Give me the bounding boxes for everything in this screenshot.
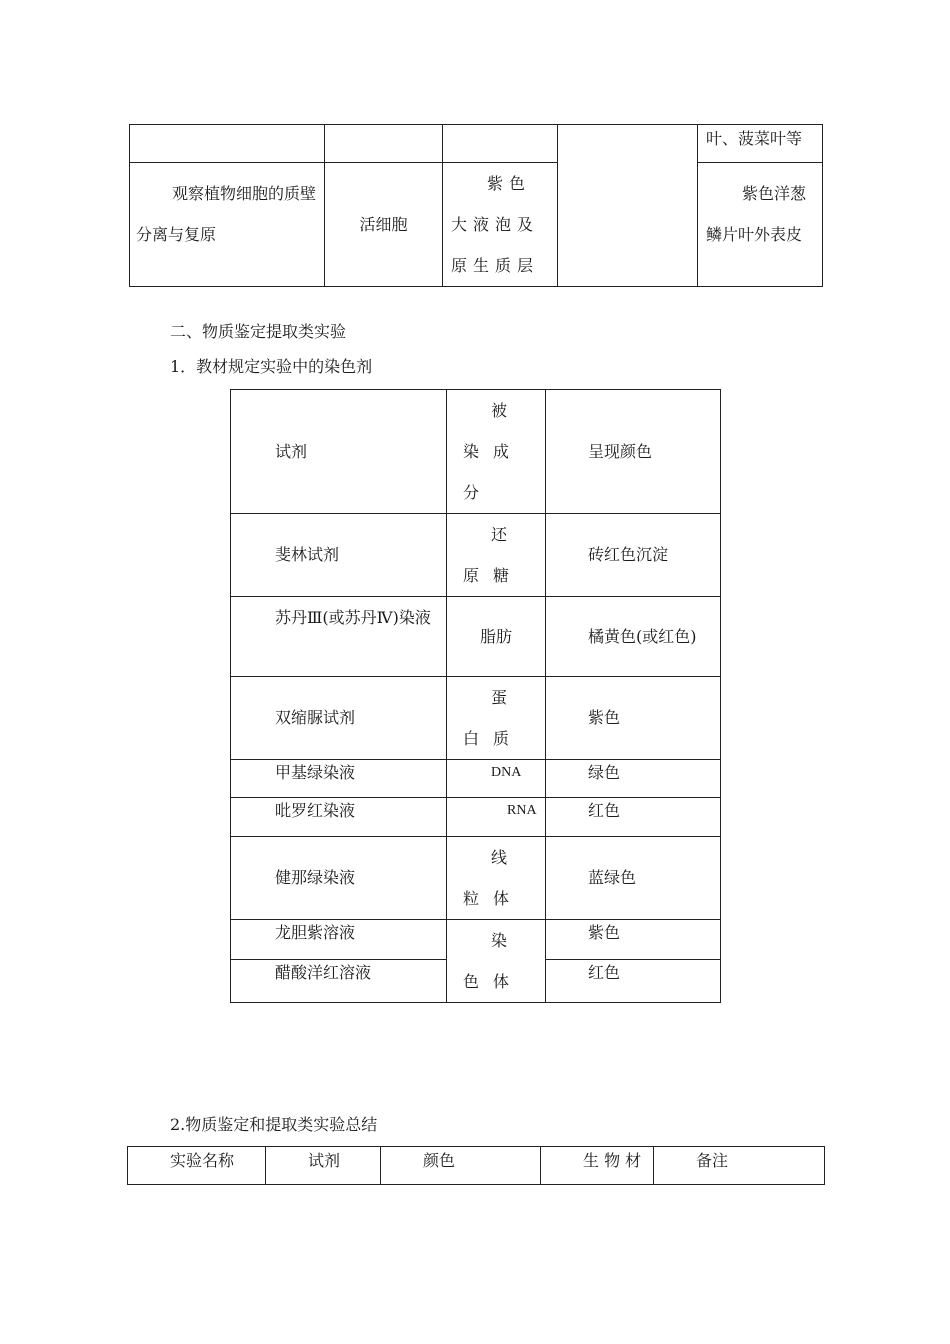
table-cell — [546, 597, 721, 677]
table-cell — [130, 125, 325, 163]
cell-text: 橘黄色(或红色) — [588, 626, 697, 646]
table-row — [231, 760, 721, 798]
experiment-name: 观察植物细胞的质壁分离与复原 — [136, 184, 317, 244]
table-row — [231, 837, 721, 920]
table-row — [231, 514, 721, 597]
header-text: 备注 — [696, 1151, 729, 1170]
subsection-heading: 1．教材规定实验中的染色剂 — [170, 357, 373, 376]
cell-text: 紫色 — [588, 923, 621, 942]
header-text: 颜色 — [423, 1151, 456, 1170]
table-cell — [447, 837, 546, 920]
cell-text: 苏丹Ⅲ(或苏丹Ⅳ)染液 — [275, 608, 431, 627]
table-row — [231, 597, 721, 677]
table-cell — [325, 163, 443, 287]
cell-text: 甲基绿染液 — [275, 763, 356, 782]
table-cell — [447, 920, 546, 1003]
cell-text: 红色 — [588, 963, 621, 983]
material-text: 叶、菠菜叶等 — [706, 129, 803, 148]
table-cell — [231, 760, 447, 798]
table-cell — [447, 760, 546, 798]
table-row — [231, 677, 721, 760]
table-cell — [231, 798, 447, 837]
table-cell — [231, 514, 447, 597]
table-cell — [447, 677, 546, 760]
object-text: 活细胞 — [359, 214, 408, 234]
observation-text: 紫色大液泡及原生质层 — [451, 174, 540, 275]
table-cell — [443, 125, 558, 163]
header-text: 实验名称 — [170, 1151, 235, 1170]
table-header-cell — [231, 390, 447, 514]
table-header-cell — [654, 1147, 825, 1185]
table-cell — [546, 760, 721, 798]
table-cell — [443, 163, 558, 287]
table-row — [130, 163, 823, 287]
table-row — [128, 1147, 825, 1185]
cell-text: 砖红色沉淀 — [588, 545, 669, 564]
cell-text: 醋酸洋红溶液 — [275, 963, 372, 983]
cell-text: 绿色 — [588, 763, 621, 782]
table-cell — [546, 514, 721, 597]
table-cell — [130, 163, 325, 287]
header-text: 呈现颜色 — [588, 441, 653, 461]
table-cell — [546, 837, 721, 920]
cell-text: 健那绿染液 — [275, 868, 356, 887]
table-header-cell — [541, 1147, 654, 1185]
cell-text: 脂肪 — [479, 626, 512, 646]
cell-text: RNA — [507, 803, 537, 818]
table-cell — [231, 597, 447, 677]
table-header-cell — [381, 1147, 541, 1185]
observation-experiment-table — [129, 124, 823, 287]
table-header-cell — [128, 1147, 266, 1185]
table-cell — [546, 960, 721, 1003]
cell-text: 双缩脲试剂 — [275, 708, 356, 727]
table-row — [231, 390, 721, 514]
table-row — [231, 920, 721, 960]
cell-text: 蓝绿色 — [588, 868, 637, 887]
cell-text: 红色 — [588, 801, 621, 820]
table-cell — [558, 125, 698, 287]
header-text: 试剂 — [308, 1151, 341, 1170]
table-header-cell — [447, 390, 546, 514]
stain-table — [230, 389, 721, 1003]
table-cell — [546, 677, 721, 760]
table-cell — [231, 960, 447, 1003]
header-text: 生 物 材 — [583, 1151, 642, 1170]
cell-text: DNA — [491, 765, 522, 780]
table-header-cell — [546, 390, 721, 514]
table-header-cell — [266, 1147, 381, 1185]
header-text: 试剂 — [275, 441, 308, 461]
table-row — [130, 125, 823, 163]
table-cell — [698, 163, 823, 287]
material-text: 紫色洋葱鳞片叶外表皮 — [706, 184, 807, 244]
table-cell — [546, 920, 721, 960]
cell-text: 紫色 — [588, 708, 621, 727]
table-cell — [447, 597, 546, 677]
cell-text: 蛋白质 — [463, 688, 524, 748]
header-text: 被染成分 — [463, 401, 524, 502]
cell-text: 吡罗红染液 — [275, 801, 356, 820]
cell-text: 斐林试剂 — [275, 545, 340, 564]
cell-text: 还原糖 — [463, 525, 524, 585]
table-row — [231, 798, 721, 837]
table-cell — [698, 125, 823, 163]
table-cell — [546, 798, 721, 837]
table-cell — [231, 920, 447, 960]
cell-text: 染色体 — [463, 931, 524, 991]
section-heading: 二、物质鉴定提取类实验 — [170, 322, 347, 341]
table-cell — [231, 837, 447, 920]
table-cell — [447, 798, 546, 837]
table-cell — [231, 677, 447, 760]
summary-table — [127, 1146, 825, 1185]
cell-text: 线粒体 — [463, 848, 524, 908]
subsection-heading: 2.物质鉴定和提取类实验总结 — [170, 1115, 378, 1134]
table-cell — [447, 514, 546, 597]
table-cell — [325, 125, 443, 163]
cell-text: 龙胆紫溶液 — [275, 923, 356, 942]
